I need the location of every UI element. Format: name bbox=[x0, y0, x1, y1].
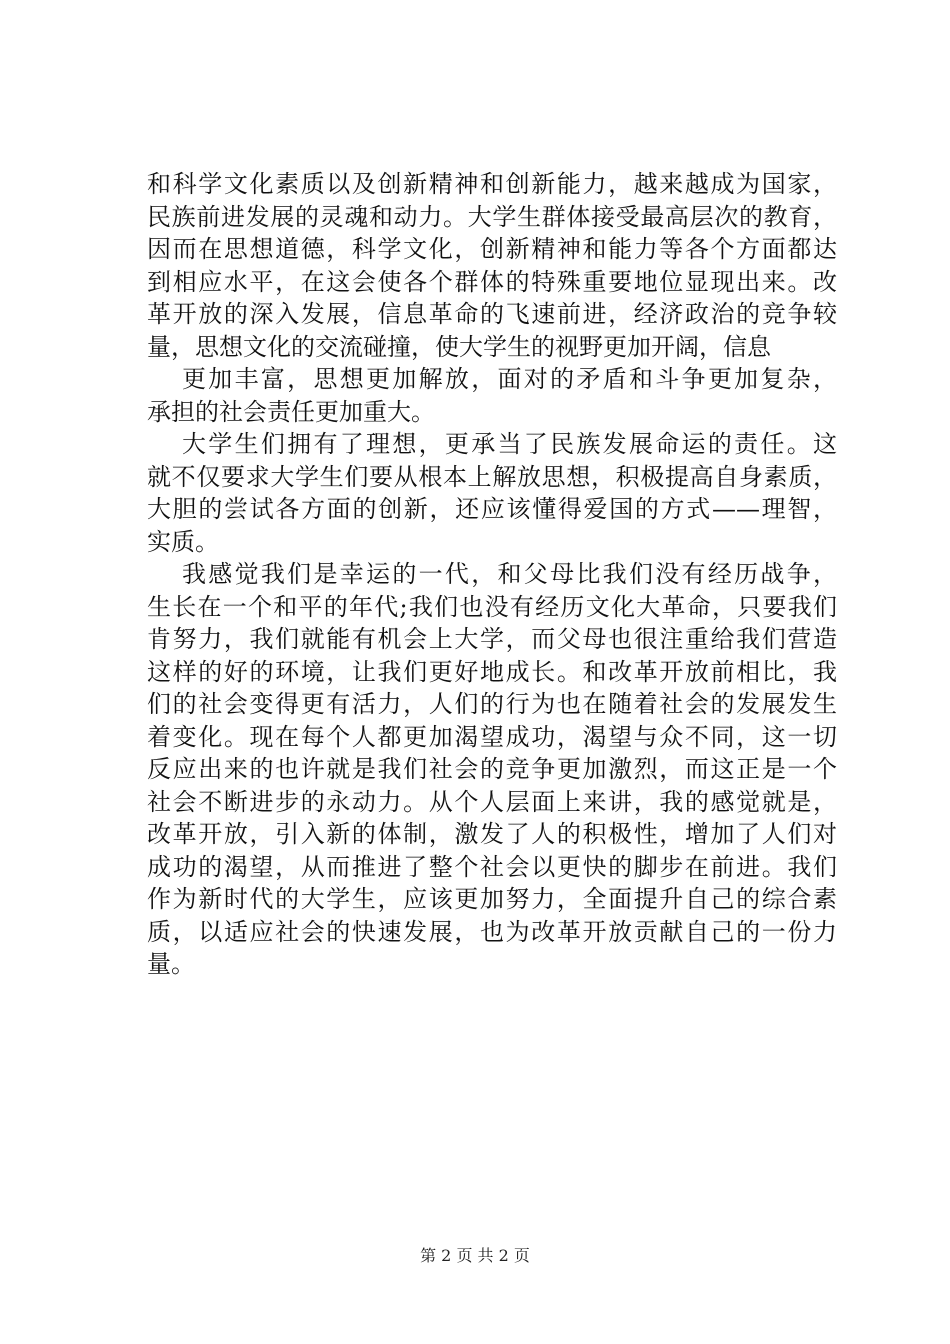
text-line: 量。 bbox=[147, 950, 195, 978]
text-line: 社会不断进步的永动力。从个人层面上来讲，我的感觉就是， bbox=[147, 787, 837, 816]
page-footer: 第 2 页 共 2 页 bbox=[420, 1246, 530, 1265]
text-line: 承担的社会责任更加重大。 bbox=[147, 397, 435, 426]
text-line: 生长在一个和平的年代;我们也没有经历文化大革命，只要我们 bbox=[147, 592, 837, 621]
text-line: 成功的渴望，从而推进了整个社会以更快的脚步在前进。我们 bbox=[147, 852, 837, 881]
text-line: 大胆的尝试各方面的创新，还应该懂得爱国的方式——理智， bbox=[147, 495, 837, 523]
text-line: 质，以适应社会的快速发展，也为改革开放贡献自己的一份力 bbox=[147, 917, 837, 946]
text-line: 着变化。现在每个人都更加渴望成功，渴望与众不同，这一切 bbox=[147, 722, 837, 751]
text-line: 大学生们拥有了理想，更承当了民族发展命运的责任。这 bbox=[182, 430, 837, 458]
paragraph bbox=[147, 558, 837, 981]
text-line: 实质。 bbox=[147, 527, 219, 556]
paragraph bbox=[147, 363, 837, 428]
text-line: 更加丰富，思想更加解放，面对的矛盾和斗争更加复杂， bbox=[182, 365, 837, 393]
text-line: 民族前进发展的灵魂和动力。大学生群体接受最高层次的教育， bbox=[147, 202, 837, 231]
text-line: 因而在思想道德，科学文化，创新精神和能力等各个方面都达 bbox=[147, 235, 837, 263]
document-body bbox=[147, 168, 837, 981]
text-line: 到相应水平，在这会使各个群体的特殊重要地位显现出来。改 bbox=[147, 267, 837, 296]
text-line: 就不仅要求大学生们要从根本上解放思想，积极提高自身素质， bbox=[147, 462, 837, 491]
paragraph bbox=[147, 428, 837, 558]
text-line: 们的社会变得更有活力，人们的行为也在随着社会的发展发生 bbox=[147, 690, 837, 718]
text-line: 肯努力，我们就能有机会上大学，而父母也很注重给我们营造 bbox=[147, 625, 837, 653]
text-line: 反应出来的也许就是我们社会的竞争更加激烈，而这正是一个 bbox=[147, 755, 837, 783]
text-line: 我感觉我们是幸运的一代，和父母比我们没有经历战争， bbox=[182, 560, 837, 588]
text-line: 作为新时代的大学生，应该更加努力，全面提升自己的综合素 bbox=[147, 885, 837, 913]
text-line: 这样的好的环境，让我们更好地成长。和改革开放前相比，我 bbox=[147, 657, 837, 686]
paragraph bbox=[147, 168, 837, 363]
text-line: 和科学文化素质以及创新精神和创新能力，越来越成为国家， bbox=[147, 170, 837, 198]
text-line: 改革开放，引入新的体制，激发了人的积极性，增加了人们对 bbox=[147, 820, 837, 848]
text-line: 量，思想文化的交流碰撞，使大学生的视野更加开阔，信息 bbox=[147, 332, 771, 361]
text-line: 革开放的深入发展，信息革命的飞速前进，经济政治的竞争较 bbox=[147, 300, 837, 328]
